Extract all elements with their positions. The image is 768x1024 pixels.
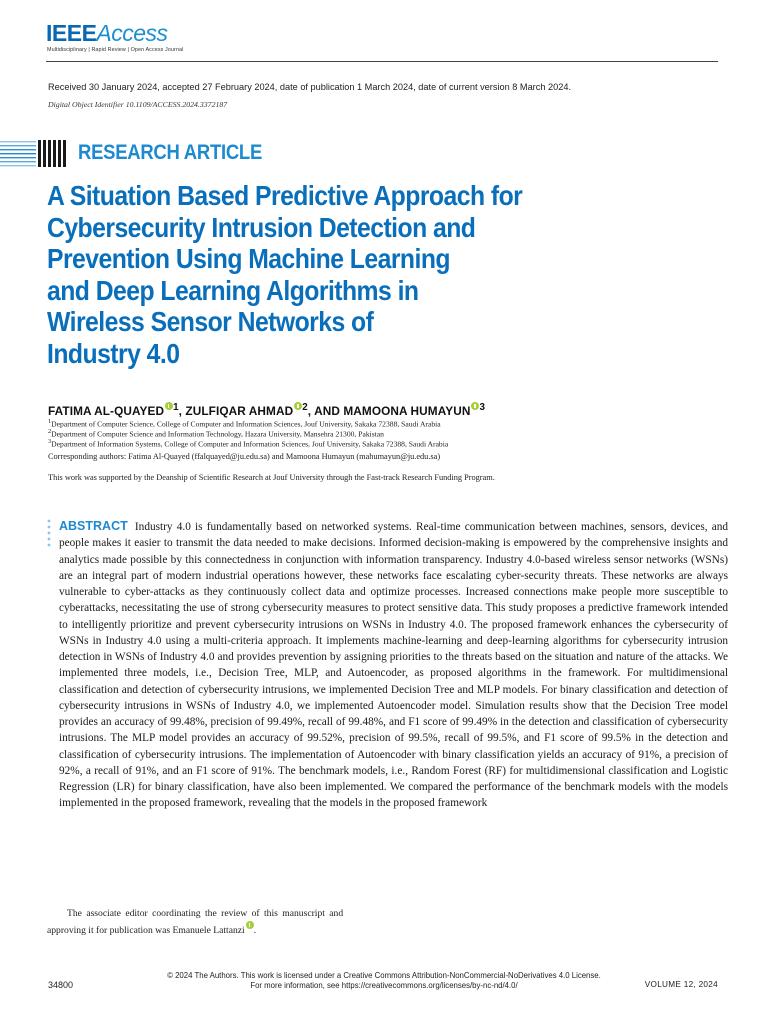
orcid-icon[interactable] [165,402,173,410]
logo-ieee-text: IEEE [46,20,97,46]
research-article-bars-icon [0,138,70,168]
page-number: 34800 [48,980,74,990]
editor-footnote [47,906,407,938]
author-separator: , AND [307,403,344,418]
affiliation [48,438,448,449]
paper-title [47,180,587,370]
title-line: Prevention Using Machine Learning [47,243,451,275]
affiliation-text: Department of Computer Science and Information Technology, Hazara University, Mansehra 21300, Pakistan [51,429,384,439]
abstract-heading: ABSTRACT [59,519,128,533]
header-divider [46,61,718,62]
abstract-section [59,518,728,812]
abstract-text: Industry 4.0 is fundamentally based on networked systems. Real-time communication between machines, sensors, devices, and people makes it easier to transmit the data needed to make decisions. Informed decision-making is empowered by the comprehensive insights and analytics made possible by this connectedness in conjunction with information transparency. Industry 4.0-based wireless sensor networks (WSNs) are an integral part of modern industrial operations however, these networks face escalating cyber-security threats. These networks are always vulnerable to cyber-attacks as they continuously collect data and optimize processes. Increased connections make people more susceptible to cyberattacks, necessitating the use of strong cybersecurity measures to protect sensitive data. This study proposes a predictive framework intended to intelligently prioritize and prevent cybersecurity intrusions on WSNs in Industry 4.0. The proposed framework enhances the cybersecurity of WSNs in Industry 4.0 using a multi-criteria approach. It implements machine-learning and deep-learning algorithms for cybersecurity intrusion detection in WSNs of Industry 4.0 and provides prevention by assigning priorities to the threats based on the situation and nature of the attacks. We implemented three models, i.e., Decision Tree, MLP, and Autoencoder, as proposed algorithms in the framework. For multidimensional classification and detection of cybersecurity intrusions, we implemented Decision Tree and MLP models. For binary classification and detection of cybersecurity intrusions in WSNs of Industry 4.0, we implemented Autoencoder model. Simulation results show that the Decision Tree model provides an accuracy of 99.48%, precision of 99.49%, recall of 99.48%, and F1 score of 99.49% in the detection and classification of cybersecurity intrusions. The MLP model provides an accuracy of 99.52%, precision of 99.5%, recall of 99.5%, and F1 score of 99.5% in the detection and classification of cybersecurity intrusions. The implementation of Autoencoder with binary classification yields an accuracy of 91%, a precision of 92%, a recall of 91%, and an F1 score of 91%. The benchmark models, i.e., Random Forest (RF) for multidimensional classification and Logistic Regression (LR) for binary classification, have also been implemented. We compared the performance of the benchmark models with the models implemented in the proposed framework, revealing that the models in the proposed framework [59,521,729,810]
affiliation-text: Department of Information Systems, College of Computer and Information Sciences, Jouf University, Sakaka 72388, Saudi Arabia [51,439,449,449]
title-line: Cybersecurity Intrusion Detection and [47,211,476,243]
journal-logo [46,20,168,47]
affiliation-marker: 1 [173,402,179,413]
received-dates: Received 30 January 2024, accepted 27 February 2024, date of publication 1 March 2024, date of current version 8 March 2024. [48,82,571,92]
orcid-icon[interactable] [246,921,254,929]
article-type-label: RESEARCH ARTICLE [78,141,263,164]
author-name[interactable]: ZULFIQAR AHMAD [185,403,294,418]
corresponding-authors: Corresponding authors: Fatima Al-Quayed (ffalquayed@ju.edu.sa) and Mamoona Humayun (mahumayun@ju.edu.sa) [48,452,441,461]
title-line: A Situation Based Predictive Approach for [47,180,523,211]
title-line: Wireless Sensor Networks of [47,306,374,338]
affiliation-number: 3 [48,438,52,445]
journal-tagline: Multidisciplinary | Rapid Review | Open Access Journal [47,47,184,53]
volume-label: VOLUME 12, 2024 [644,980,718,989]
section-dots-icon [46,518,52,550]
author-name[interactable]: MAMOONA HUMAYUN [343,403,471,418]
author-name[interactable]: FATIMA AL-QUAYED [48,403,165,418]
author-list [48,402,485,418]
doi-line: Digital Object Identifier 10.1109/ACCESS.2024.3372187 [48,100,228,109]
title-line: and Deep Learning Algorithms in [47,274,419,306]
funding-note: This work was supported by the Deanship of Scientific Research at Jouf University through the Fast-track Research Funding Program. [48,473,495,482]
logo-access-text: Access [96,20,168,46]
affiliation [48,418,441,429]
affiliation-text: Department of Computer Science, College of Computer and Information Sciences, Jouf University, Sakaka 72388, Saudi Arabia [51,419,441,429]
orcid-icon[interactable] [294,402,302,410]
affiliation [48,428,384,439]
author-separator: , [178,403,186,418]
affiliation-number: 1 [48,418,52,425]
title-line: Industry 4.0 [47,337,180,369]
affiliation-number: 2 [48,428,52,435]
footnote-line: approving it for publication was Emanuele Lattanzi [47,925,245,937]
license-notice: © 2024 The Authors. This work is licensed under a Creative Commons Attribution-NonCommercial-NoDerivatives 4.0 License. [167,971,601,980]
affiliation-marker: 3 [479,402,486,413]
license-link[interactable]: For more information, see https://creativecommons.org/licenses/by-nc-nd/4.0/ [250,981,518,990]
footnote-line: The associate editor coordinating the review of this manuscript and [67,908,344,919]
affiliation-marker: 2 [302,402,308,413]
footnote-end: . [253,925,257,937]
